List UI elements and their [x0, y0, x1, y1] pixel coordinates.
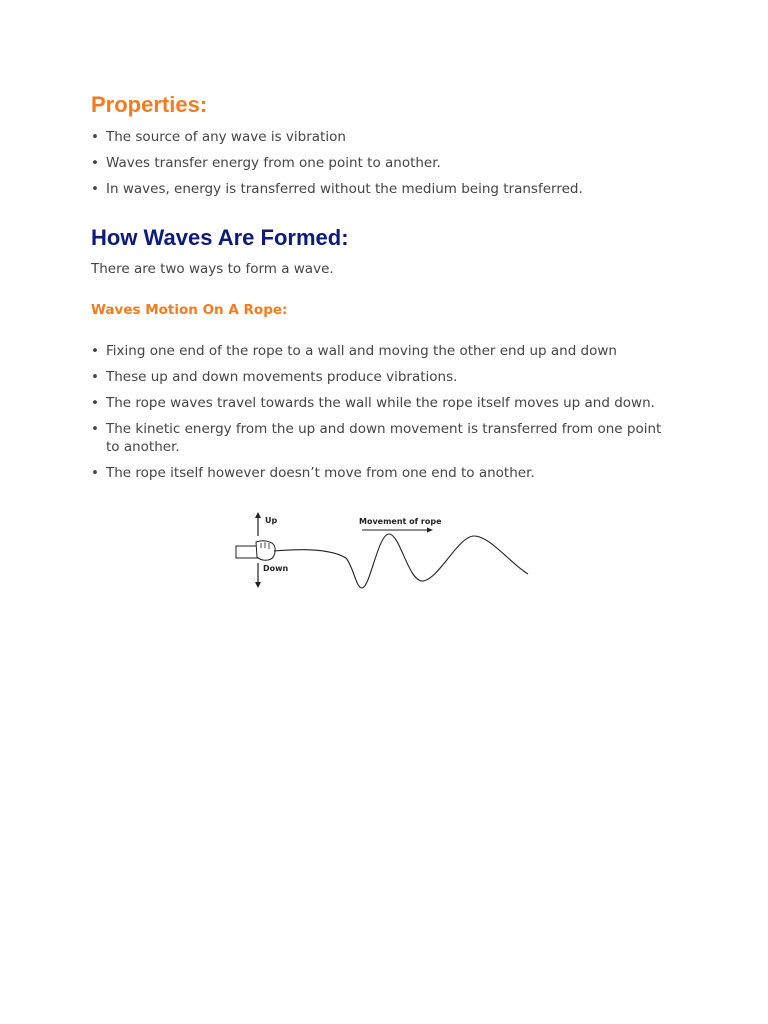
rope-wave [274, 534, 528, 588]
hand-icon [236, 541, 275, 560]
list-item: • The rope itself however doesn’t move from one end to another. [91, 464, 671, 482]
down-arrow-icon [255, 563, 261, 588]
down-label: Down [263, 564, 289, 573]
rope-list [91, 342, 671, 482]
list-item: • The kinetic energy from the up and down movement is transferred from one point to another. [91, 420, 671, 456]
rope-heading: Waves Motion On A Rope: [91, 302, 288, 318]
up-arrow-icon [255, 512, 261, 536]
list-item: • The source of any wave is vibration [91, 128, 671, 146]
list-item: • The rope waves travel towards the wall while the rope itself moves up and down. [91, 394, 671, 412]
properties-list [91, 128, 671, 198]
list-item: • Fixing one end of the rope to a wall and moving the other end up and down [91, 342, 671, 360]
formation-intro: There are two ways to form a wave. [91, 261, 334, 277]
list-item: • In waves, energy is transferred without the medium being transferred. [91, 180, 671, 198]
rope-wave-diagram [228, 508, 538, 596]
list-item: • Waves transfer energy from one point to another. [91, 154, 671, 172]
right-arrow-icon [362, 528, 433, 533]
up-label: Up [265, 516, 278, 525]
properties-heading: Properties: [91, 92, 208, 117]
list-item: • These up and down movements produce vibrations. [91, 368, 671, 386]
movement-label: Movement of rope [359, 517, 442, 526]
how-waves-formed-heading: How Waves Are Formed: [91, 225, 349, 250]
